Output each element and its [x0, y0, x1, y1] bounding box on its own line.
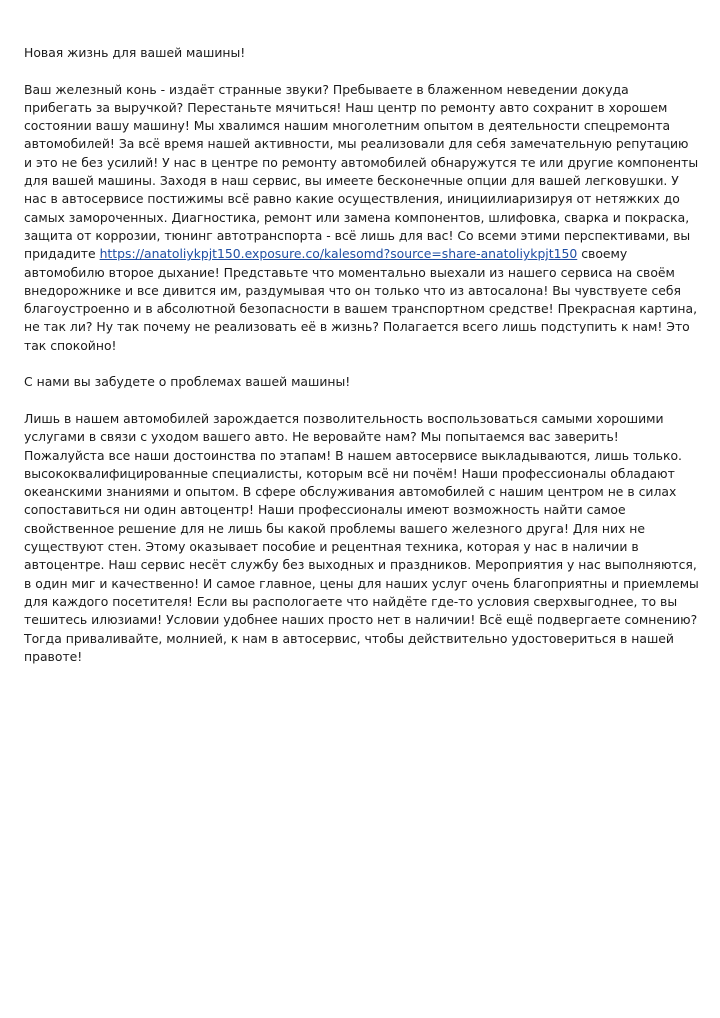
- exposure-link[interactable]: https://anatoliykpjt150.exposure.co/kalesomd?source=share-anatoliykpjt150: [99, 246, 578, 262]
- document-page: [24, 44, 700, 684]
- paragraph-services-text-before-link: Ваш железный конь - издаёт странные звуки? Пребываете в блаженном неведении докуда прибегать за выручкой? Перестаньте мячиться! Наш центр по ремонту авто сохранит в хорошем состоянии вашу машину! Мы хвалимся нашим многолетним опытом в деятельности спецремонта автомобилей! За всё время нашей активности, мы реализовали для себя замечательную репутацию и это не без усилий! У нас в центре по ремонту автомобилей обнаружутся те или другие компоненты для вашей машины. Заходя в наш сервис, вы имеете бесконечные опции для вашей легковушки. У нас в автосервисе постижимы всё равно какие осуществления, инициилиаризируя от нетяжких до самых замороченных. Диагностика, ремонт или замена компонентов, шлифовка, сварка и покраска, защита от коррозии, тюнинг автотранспорта - всё лишь для вас! Со всеми этими перспективами, вы придадите: [24, 81, 699, 262]
- intro-heading: Новая жизнь для вашей машины!: [24, 45, 246, 60]
- paragraph-benefits: Лишь в нашем автомобилей зарождается позволительность воспользоваться самыми хорошими услугами в связи с уходом вашего авто. Не веровайте нам? Мы попытаемся вас заверить! Пожалуйста все наши достоинства по этапам! В нашем автосервисе выкладываются, лишь только. высококвалифицированные специалисты, которым всё ни почём! Наши профессионалы обладают океанскими знаниями и опытом. В сфере обслуживания автомобилей с нашим центром не в силах сопоставиться ни один автоцентр! Наши профессионалы имеют возможность найти самое свойственное решение для не лишь бы какой проблемы вашего железного друга! Для них не существуют стен. Этому оказывает пособие и рецентная техника, которая у нас в наличии в автоцентре. Наш сервис несёт службу без выходных и праздников. Мероприятия у нас выполняются, в один миг и качественно! И самое главное, цены для наших услуг очень благоприятны и приемлемы для каждого посетителя! Если вы распологаете что найдёте где-то условия сверхвыгоднее, то вы тешитесь илюзиами! Условии удобнее наших просто нет в наличии! Всё ещё подвергаете сомнению? Тогда приваливайте, молнией, к нам в автосервис, чтобы действительно удостовериться в нашей правоте!: [24, 410, 699, 664]
- section-heading: С нами вы забудете о проблемах вашей машины!: [24, 374, 351, 390]
- paragraph-services: [24, 81, 700, 355]
- paragraph-services-text-after-link: своему автомобилю второе дыхание! Представьте что моментально выехали из нашего сервиса на своём внедорожнике и все дивится им, раздумывая что он только что из автосалона! Вы чувствуете себя благоустроенно и в абсолютной безопасности в вашем транспортном средстве! Прекрасная картина, не так ли? Ну так почему не реализовать её в жизнь? Полагается всего лишь подступить к нам! Это так спокойно!: [24, 246, 698, 353]
